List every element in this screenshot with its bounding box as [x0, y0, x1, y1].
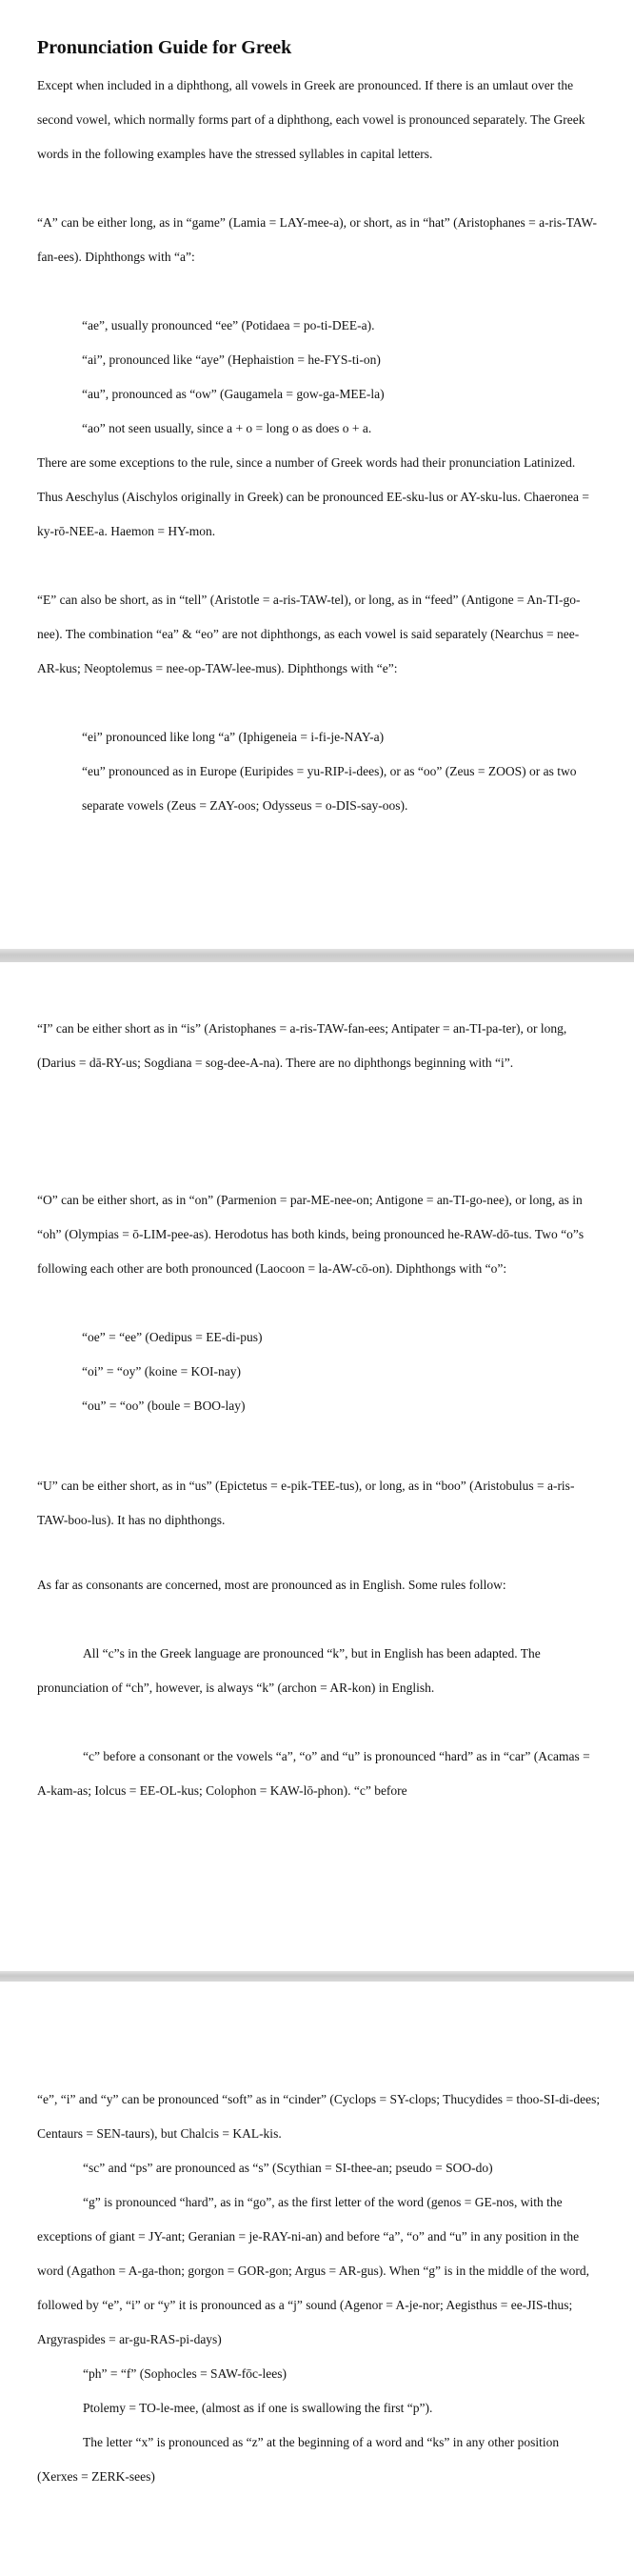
consonants-intro-paragraph: As far as consonants are concerned, most are pronounced as in English. Some rules follow: — [37, 1578, 506, 1592]
vowel-i-paragraph: “I” can be either short as in “is” (Aristophanes = a-ris-TAW-fan-ees; Antipater = an-TI-pa-ter), or long, (Darius = dā-RY-us; Sogdiana = sog-dee-A-na). There are no diphthongs beginning with “i”. — [37, 1021, 567, 1070]
vowel-o-paragraph: “O” can be either short, as in “on” (Parmenion = par-ME-nee-on; Antigone = an-TI-go-nee), or long, as in “oh” (Olympias = ō-LIM-pee-as). Herodotus has both kinds, being pronounced he-RAW-dō-tus. Two “o”s following each other are both pronounced (Laocoon = la-AW-cō-on). Diphthongs with “o”: — [37, 1193, 584, 1276]
g-rule-paragraph: “g” is pronounced “hard”, as in “go”, as the first letter of the word (genos = GE-nos, with the exceptions of giant = JY-ant; Geranian = je-RAY-ni-an) and before “a”, “o” and “u” in any position in the word (Agathon = A-ga-thon; gorgon = GOR-gon; Argus = AR-gus). When “g” is in the middle of the word, followed by “e”, “i” or “y” it is pronounced as a “j” sound (Agenor = A-je-nor; Aegisthus = ee-JIS-thus; Argyraspides = ar-gu-RAS-pi-days) — [37, 2195, 590, 2346]
diphthong-ai-item: “ai”, pronounced like “aye” (Hephaistion = he-FYS-ti-on) — [82, 352, 381, 367]
diphthong-ou-item: “ou” = “oo” (boule = BOO-lay) — [82, 1399, 246, 1413]
document-page-2 — [0, 962, 634, 1971]
page-separator — [0, 1971, 634, 1982]
diphthong-oe-item: “oe” = “ee” (Oedipus = EE-di-pus) — [82, 1330, 263, 1344]
diphthong-au-item: “au”, pronounced as “ow” (Gaugamela = gow-ga-MEE-la) — [82, 387, 385, 401]
latinized-exceptions-paragraph: There are some exceptions to the rule, since a number of Greek words had their pronunciation Latinized. Thus Aeschylus (Aischylos originally in Greek) can be pronounced EE-sku-lus or AY-sku-lus. Chaeronea = ky-rō-NEE-a. Haemon = HY-mon. — [37, 455, 589, 538]
page-separator — [0, 949, 634, 962]
c-hard-paragraph: “c” before a consonant or the vowels “a”, “o” and “u” is pronounced “hard” as in “car” (Acamas = A-kam-as; Iolcus = EE-OL-kus; Colophon = KAW-lō-phon). “c” before — [37, 1749, 590, 1798]
c-soft-paragraph: “e”, “i” and “y” can be pronounced “soft” as in “cinder” (Cyclops = SY-clops; Thucydides = thoo-SI-di-dees; Centaurs = SEN-taurs), but Chalcis = KAL-kis. — [37, 2092, 601, 2141]
page-title: Pronunciation Guide for Greek — [37, 37, 292, 58]
ptolemy-paragraph: Ptolemy = TO-le-mee, (almost as if one is swallowing the first “p”). — [83, 2401, 433, 2415]
intro-paragraph: Except when included in a diphthong, all vowels in Greek are pronounced. If there is an umlaut over the second vowel, which normally forms part of a diphthong, each vowel is pronounced separately. The Greek words in the following examples have the stressed syllables in capital letters. — [37, 78, 585, 161]
sc-ps-rule-paragraph: “sc” and “ps” are pronounced as “s” (Scythian = SI-thee-an; pseudo = SOO-do) — [83, 2161, 493, 2175]
vowel-u-paragraph: “U” can be either short, as in “us” (Epictetus = e-pik-TEE-tus), or long, as in “boo” (Aristobulus = a-ris-TAW-boo-lus). It has no diphthongs. — [37, 1479, 575, 1527]
diphthong-ae-item: “ae”, usually pronounced “ee” (Potidaea = po-ti-DEE-a). — [82, 318, 375, 332]
diphthong-oi-item: “oi” = “oy” (koine = KOI-nay) — [82, 1364, 242, 1379]
diphthong-ao-item: “ao” not seen usually, since a + o = long o as does o + a. — [82, 421, 372, 435]
document-page-1 — [0, 0, 634, 949]
diphthong-eu-item: “eu” pronounced as in Europe (Euripides = yu-RIP-i-dees), or as “oo” (Zeus = ZOOS) or as two separate vowels (Zeus = ZAY-oos; Odysseus = o-DIS-say-oos). — [82, 764, 577, 813]
c-rule-paragraph: All “c”s in the Greek language are pronounced “k”, but in English has been adapted. The pronunciation of “ch”, however, is always “k” (archon = AR-kon) in English. — [37, 1646, 541, 1695]
vowel-a-paragraph: “A” can be either long, as in “game” (Lamia = LAY-mee-a), or short, as in “hat” (Aristophanes = a-ris-TAW-fan-ees). Diphthongs with “a”: — [37, 215, 597, 264]
x-rule-paragraph: The letter “x” is pronounced as “z” at the beginning of a word and “ks” in any other position (Xerxes = ZERK-sees) — [37, 2435, 560, 2484]
document-page-3 — [0, 1982, 634, 2576]
vowel-e-paragraph: “E” can also be short, as in “tell” (Aristotle = a-ris-TAW-tel), or long, as in “feed” (Antigone = An-TI-go-nee). The combination “ea” & “eo” are not diphthongs, as each vowel is said separately (Nearchus = nee-AR-kus; Neoptolemus = nee-op-TAW-lee-mus). Diphthongs with “e”: — [37, 593, 581, 675]
diphthong-ei-item: “ei” pronounced like long “a” (Iphigeneia = i-fi-je-NAY-a) — [82, 730, 385, 744]
ph-rule-paragraph: “ph” = “f” (Sophocles = SAW-fōc-lees) — [83, 2366, 287, 2381]
